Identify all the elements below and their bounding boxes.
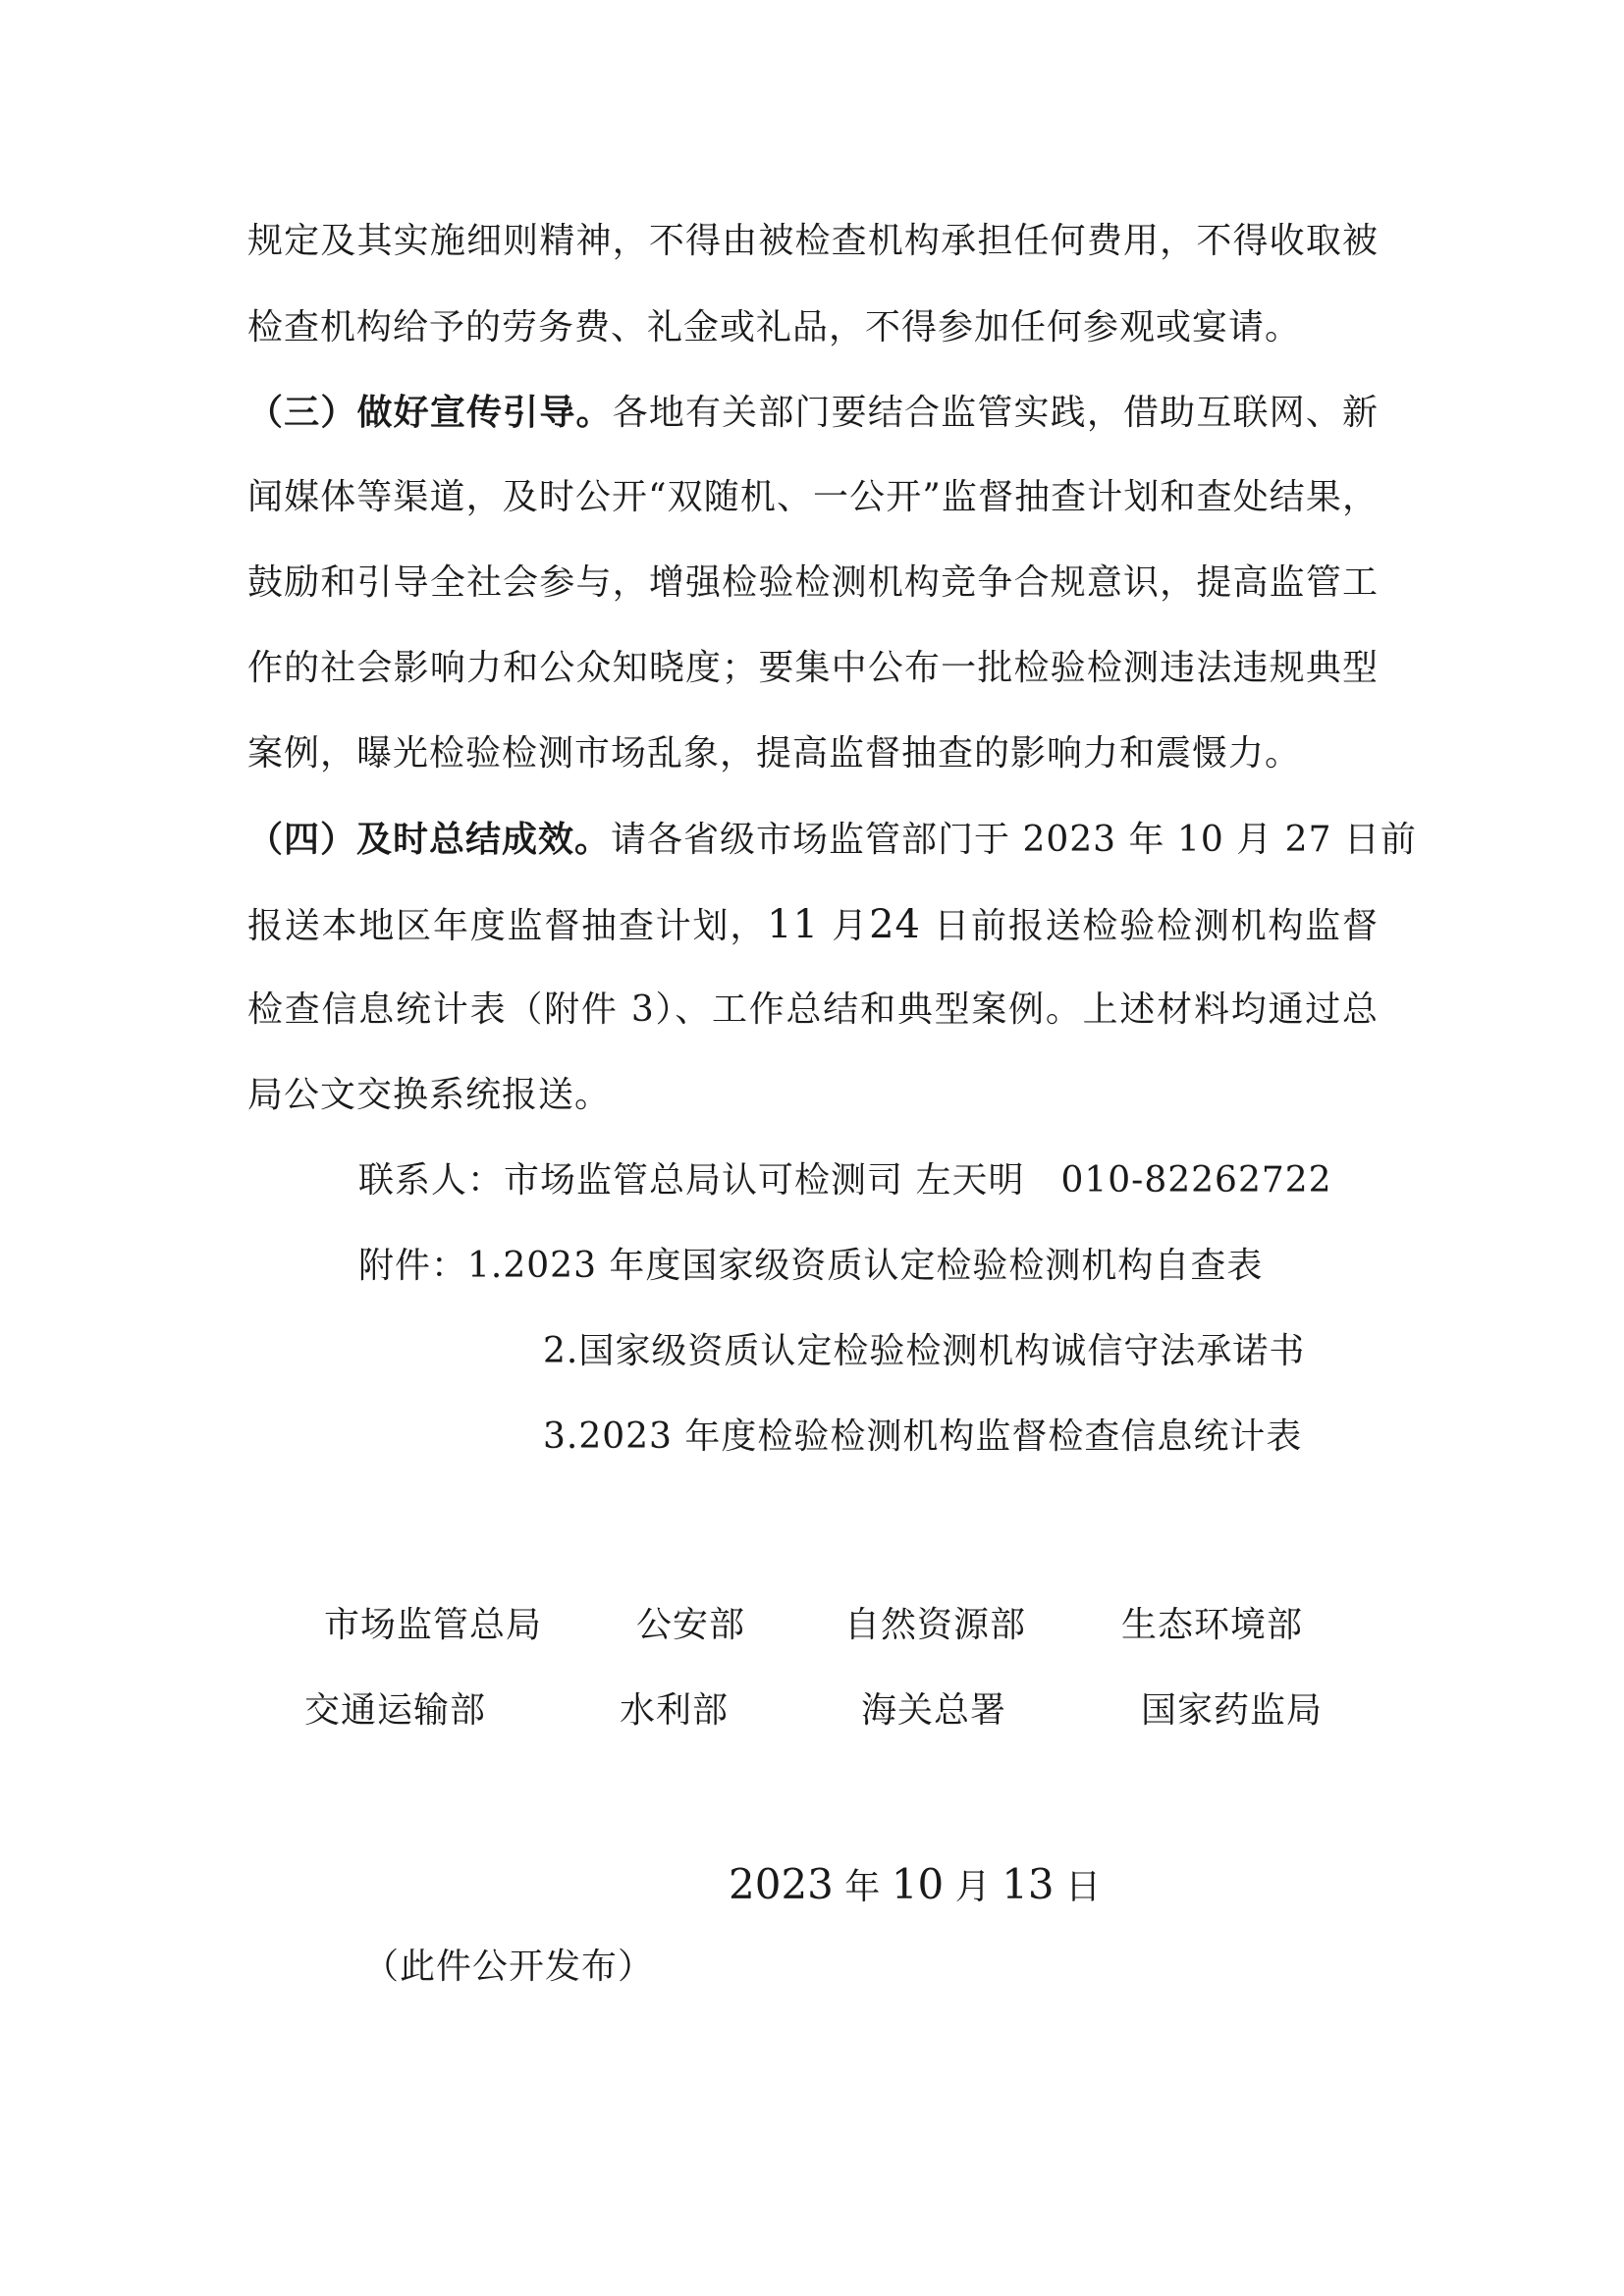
date-day-unit: 日 [1065, 1867, 1102, 1907]
issuer-name: 水利部 [620, 1690, 730, 1731]
date-year: 2023 [729, 1860, 834, 1908]
attachment-item: 2.国家级资质认定检验检测机构诚信守法承诺书 [543, 1331, 1306, 1371]
date-day: 13 [1001, 1860, 1055, 1908]
section-4-line-2 [247, 903, 1379, 948]
body-line: 检查机构给予的劳务费、礼金或礼品，不得参加任何参观或宴请。 [247, 307, 1302, 347]
section-3-first-line-text: 各地有关部门要结合监管实践，借助互联网、新 [612, 393, 1379, 433]
section-4-line-2-c: 日前报送检验检测机构监督 [934, 906, 1379, 946]
date-month: 10 [891, 1860, 945, 1908]
section-4-line-2-a: 报送本地区年度监督抽查计划， [247, 906, 768, 946]
section-3-first-line [247, 391, 1379, 435]
issuer-name: 海关总署 [861, 1690, 1007, 1731]
issuer-name: 交通运输部 [304, 1690, 487, 1731]
date-month-unit: 月 [954, 1867, 991, 1907]
date-year-unit: 年 [844, 1867, 881, 1907]
body-line: 闻媒体等渠道，及时公开“双随机、一公开”监督抽查计划和查处结果， [247, 477, 1379, 517]
body-line: 鼓励和引导全社会参与，增强检验检测机构竞争合规意识，提高监管工 [247, 562, 1379, 603]
section-4-first-line [247, 818, 1417, 862]
section-4-line-2-day: 24 [869, 902, 921, 947]
body-line: 检查信息统计表（附件 3）、工作总结和典型案例。上述材料均通过总 [247, 989, 1379, 1030]
attachment-item: 3.2023 年度检验检测机构监督检查信息统计表 [543, 1416, 1303, 1457]
body-line: 案例，曝光检验检测市场乱象，提高监督抽查的影响力和震慑力。 [247, 733, 1302, 774]
issuer-name: 市场监管总局 [324, 1605, 543, 1645]
section-4-first-line-text: 请各省级市场监管部门于 2023 年 10 月 27 日前 [611, 820, 1417, 860]
body-line: 规定及其实施细则精神，不得由被检查机构承担任何费用，不得收取被 [247, 221, 1379, 261]
issuer-name: 国家药监局 [1141, 1690, 1324, 1731]
issuer-name: 公安部 [636, 1605, 746, 1645]
section-4-line-2-month: 11 [767, 902, 820, 947]
attachments-label: 附件： [358, 1246, 468, 1286]
body-line: 局公文交换系统报送。 [247, 1075, 612, 1115]
document-date [729, 1861, 1101, 1911]
issuer-name: 生态环境部 [1121, 1605, 1304, 1645]
publish-note: （此件公开发布） [363, 1947, 655, 1987]
issuer-name: 自然资源部 [844, 1605, 1027, 1645]
section-3-heading: （三）做好宣传引导。 [247, 392, 613, 433]
attachments-first-line [358, 1245, 1263, 1288]
attachment-item: 1.2023 年度国家级资质认定检验检测机构自查表 [467, 1246, 1264, 1286]
section-4-heading: （四）及时总结成效。 [247, 819, 612, 860]
contact-line: 联系人：市场监管总局认可检测司 左天明 010-82262722 [358, 1160, 1332, 1201]
section-4-line-2-b: 月 [832, 906, 870, 946]
body-line: 作的社会影响力和公众知晓度；要集中公布一批检验检测违法违规典型 [247, 648, 1379, 688]
